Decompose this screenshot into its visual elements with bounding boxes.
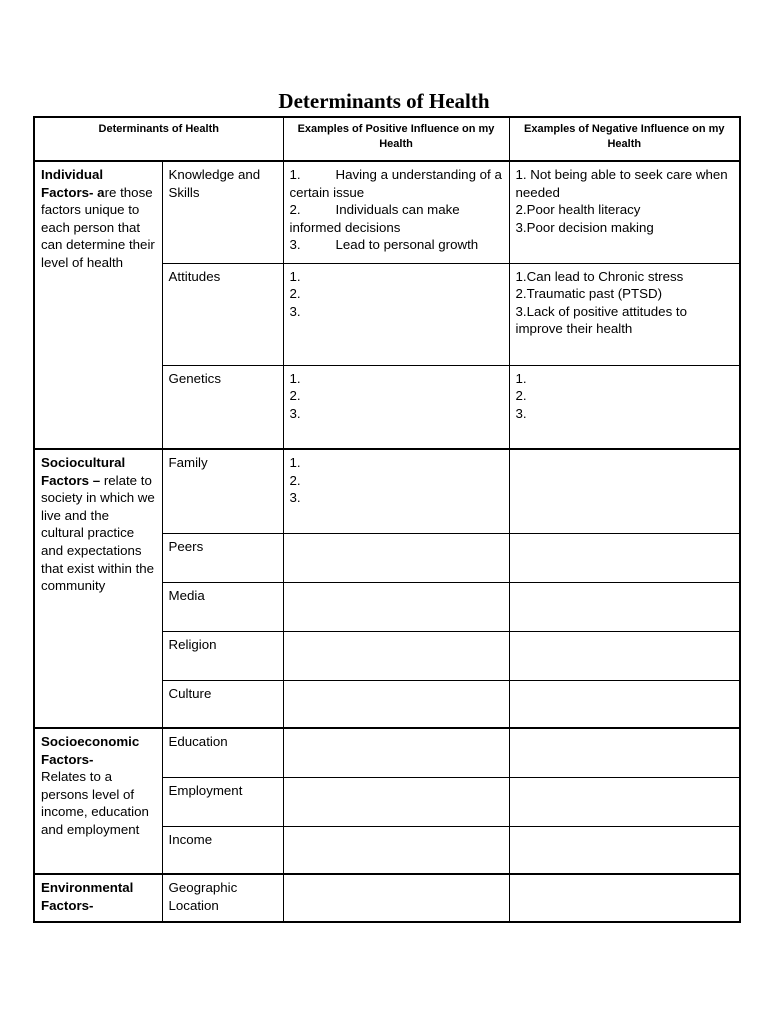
list-item: 1. <box>289 268 301 284</box>
category-description: relate to society in which we live and the cultural practice and expectations that exist within the community <box>41 472 155 594</box>
header-negative-influence: Examples of Negative Influence on my Health <box>509 117 740 161</box>
category-sociocultural-factors <box>34 449 162 728</box>
positive-cell <box>283 161 509 263</box>
list-item: 1. Not being able to seek care when needed <box>515 167 728 200</box>
determinant-label: Culture <box>162 680 283 728</box>
category-description: Relates to a persons level of income, education and employment <box>41 769 149 837</box>
positive-cell <box>283 582 509 631</box>
list-item: 3.Poor decision making <box>515 219 654 235</box>
determinant-label: Religion <box>162 631 283 680</box>
positive-cell <box>283 728 509 777</box>
negative-cell <box>509 777 740 826</box>
category-name: Environmental Factors- <box>41 880 134 913</box>
list-item: 3.Lack of positive attitudes to improve their health <box>515 303 687 337</box>
positive-cell <box>283 874 509 922</box>
list-item: 1. <box>515 370 527 386</box>
list-item: 3. <box>289 405 301 421</box>
negative-cell <box>509 728 740 777</box>
negative-cell <box>509 533 740 582</box>
list-item: 2. <box>515 388 527 404</box>
list-item: 2.Poor health literacy <box>515 202 641 218</box>
category-name: Sociocultural Factors – <box>41 455 126 488</box>
determinant-label: Genetics <box>162 365 283 449</box>
determinant-label: Education <box>162 728 283 777</box>
header-determinants: Determinants of Health <box>34 117 283 161</box>
list-item: 1. <box>289 370 301 386</box>
category-name: Individual Factors- a <box>41 167 105 200</box>
negative-cell <box>509 161 740 263</box>
list-item: 3. <box>515 405 527 421</box>
table-row <box>34 874 740 922</box>
list-item: 3. Lead to personal growth <box>289 237 479 253</box>
list-item: 2. <box>289 388 301 404</box>
list-item: 2. <box>289 286 301 302</box>
determinant-label: Knowledge and Skills <box>162 161 283 263</box>
positive-cell <box>283 680 509 728</box>
determinants-table <box>33 116 741 923</box>
determinant-label: Geographic Location <box>162 874 283 922</box>
category-environmental-factors <box>34 874 162 922</box>
table-row <box>34 161 740 263</box>
determinant-label: Income <box>162 826 283 874</box>
table-row <box>34 449 740 533</box>
list-item: 3. <box>289 490 301 506</box>
determinant-label: Employment <box>162 777 283 826</box>
positive-cell <box>283 533 509 582</box>
negative-cell <box>509 680 740 728</box>
determinant-label: Attitudes <box>162 263 283 365</box>
table-row <box>34 728 740 777</box>
determinant-label: Peers <box>162 533 283 582</box>
list-item: 1.Can lead to Chronic stress <box>515 268 684 284</box>
positive-cell <box>283 631 509 680</box>
category-socioeconomic-factors <box>34 728 162 874</box>
list-item: 3. <box>289 303 301 319</box>
positive-cell <box>283 449 509 533</box>
positive-cell <box>283 365 509 449</box>
category-description: re those factors unique to each person that can determine their level of health <box>41 184 155 270</box>
list-item: 2.Traumatic past (PTSD) <box>515 286 663 302</box>
page-title: Determinants of Health <box>278 89 490 113</box>
header-positive-influence: Examples of Positive Influence on my Health <box>283 117 509 161</box>
negative-cell <box>509 365 740 449</box>
negative-cell <box>509 582 740 631</box>
list-item: 1. Having a understanding of a certain issue <box>289 167 502 200</box>
positive-cell <box>283 826 509 874</box>
negative-cell <box>509 631 740 680</box>
category-individual-factors <box>34 161 162 449</box>
positive-cell <box>283 263 509 365</box>
positive-cell <box>283 777 509 826</box>
list-item: 2. <box>289 472 301 488</box>
negative-cell <box>509 449 740 533</box>
negative-cell <box>509 874 740 922</box>
negative-cell <box>509 826 740 874</box>
list-item: 2. Individuals can make informed decisions <box>289 202 460 235</box>
determinant-label: Media <box>162 582 283 631</box>
negative-cell <box>509 263 740 365</box>
determinant-label: Family <box>162 449 283 533</box>
list-item: 1. <box>289 455 301 470</box>
category-name: Socioeconomic Factors- <box>41 734 140 767</box>
